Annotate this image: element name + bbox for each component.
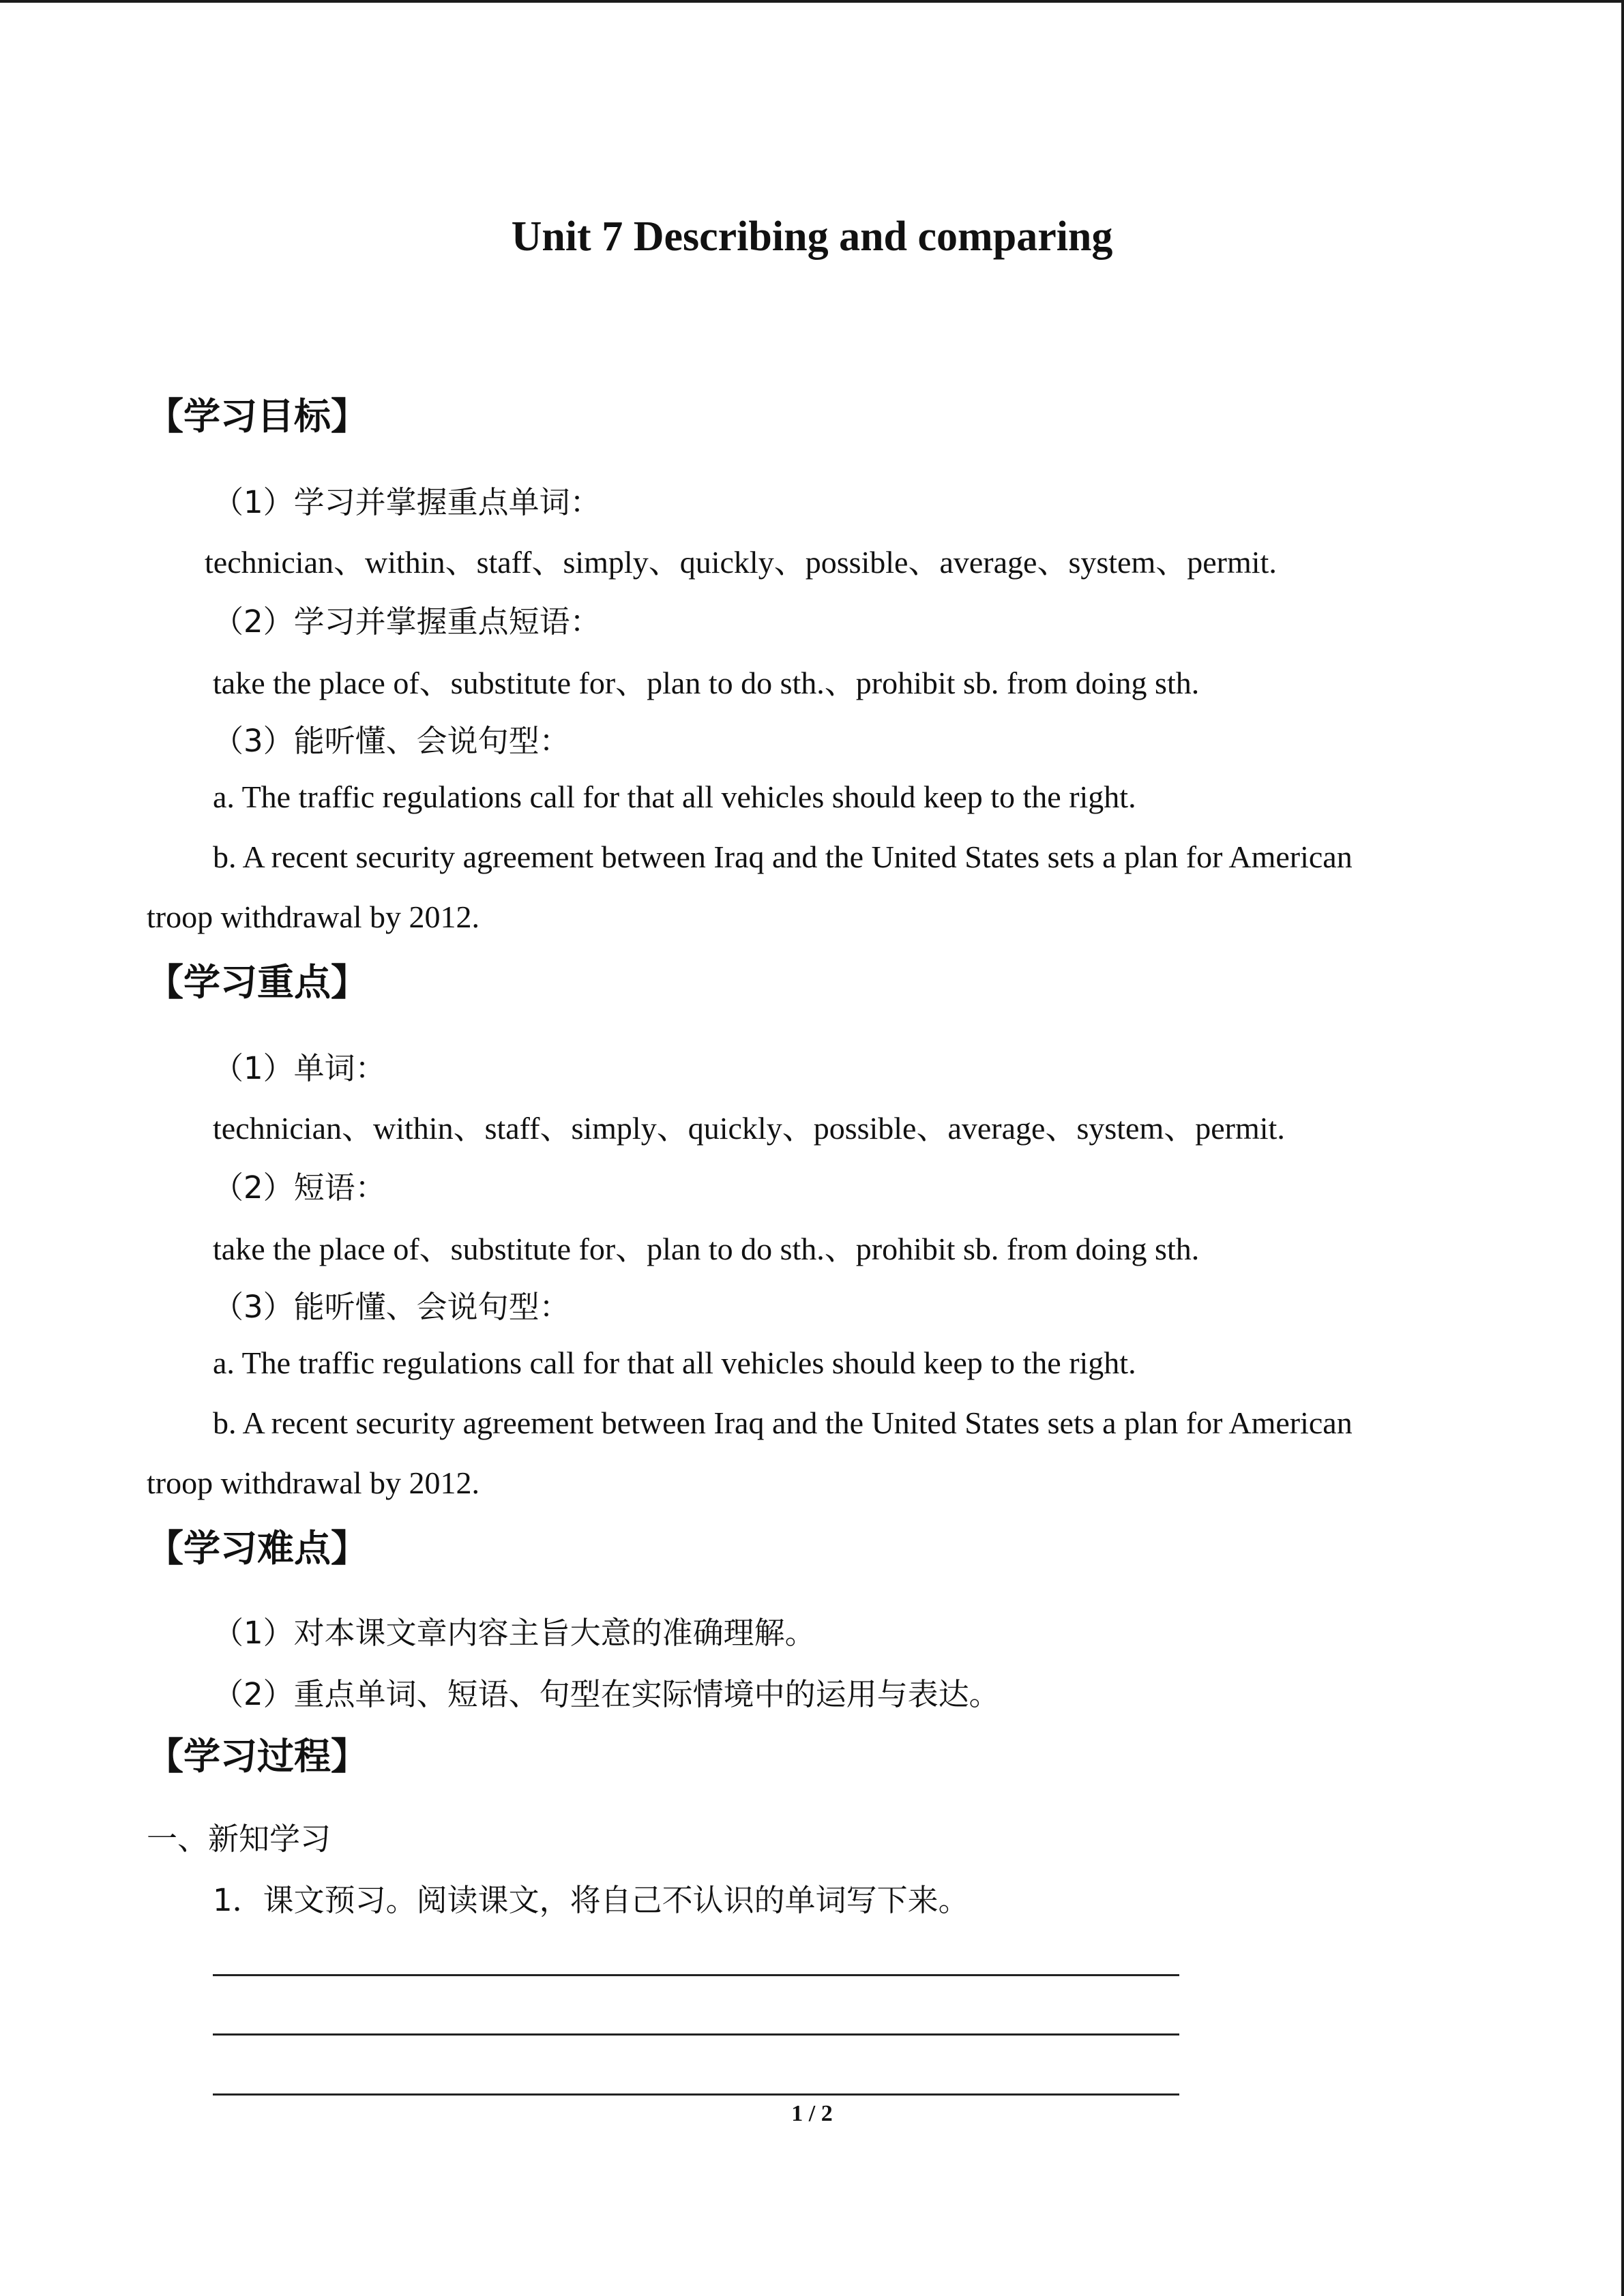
difficulties-item2: （2）重点单词、短语、句型在实际情境中的运用与表达。: [213, 1676, 1000, 1712]
process-heading: 【学习过程】: [147, 1735, 368, 1778]
objectives-heading: 【学习目标】: [147, 395, 368, 438]
objectives-sentence-a: a. The traffic regulations call for that all vehicles should keep to the right.: [213, 779, 1136, 814]
objectives-item2-label: （2）学习并掌握重点短语：: [213, 603, 601, 640]
page-border-top: [0, 0, 1624, 3]
difficulties-heading: 【学习难点】: [147, 1527, 368, 1570]
key-points-item2-label: （2）短语：: [213, 1169, 386, 1206]
key-points-heading: 【学习重点】: [147, 961, 368, 1004]
answer-blank-line-3[interactable]: [213, 2093, 1179, 2096]
objectives-sentence-b-line2: troop withdrawal by 2012.: [147, 899, 480, 934]
page-number: 1 / 2: [791, 2101, 833, 2126]
process-part1: 一、新知学习: [147, 1821, 331, 1857]
key-points-sentence-b-line1: b. A recent security agreement between Iraq and the United States sets a plan for American: [213, 1405, 1353, 1440]
process-task1: 1．课文预习。阅读课文，将自己不认识的单词写下来。: [213, 1882, 969, 1918]
objectives-item1-label: （1）学习并掌握重点单词：: [213, 484, 601, 520]
objectives-item3-label: （3）能听懂、会说句型：: [213, 723, 570, 759]
objectives-item2-phrases: take the place of、substitute for、plan to do sth.、prohibit sb. from doing sth.: [213, 666, 1200, 700]
key-points-sentence-b-line2: troop withdrawal by 2012.: [147, 1465, 480, 1500]
objectives-item1-words: technician、within、staff、simply、quickly、possible、average、system、permit.: [205, 545, 1277, 580]
key-points-item2-phrases: take the place of、substitute for、plan to do sth.、prohibit sb. from doing sth.: [213, 1232, 1200, 1266]
objectives-sentence-b-line1: b. A recent security agreement between Iraq and the United States sets a plan for American: [213, 839, 1353, 874]
key-points-item3-label: （3）能听懂、会说句型：: [213, 1289, 570, 1325]
answer-blank-line-1[interactable]: [213, 1974, 1179, 1976]
key-points-item1-words: technician、within、staff、simply、quickly、possible、average、system、permit.: [213, 1111, 1285, 1146]
key-points-sentence-a: a. The traffic regulations call for that all vehicles should keep to the right.: [213, 1345, 1136, 1380]
document-title: Unit 7 Describing and comparing: [511, 213, 1113, 260]
key-points-item1-label: （1）单词：: [213, 1050, 386, 1086]
answer-blank-line-2[interactable]: [213, 2033, 1179, 2036]
page-border-right: [1621, 0, 1624, 2296]
difficulties-item1: （1）对本课文章内容主旨大意的准确理解。: [213, 1615, 816, 1651]
